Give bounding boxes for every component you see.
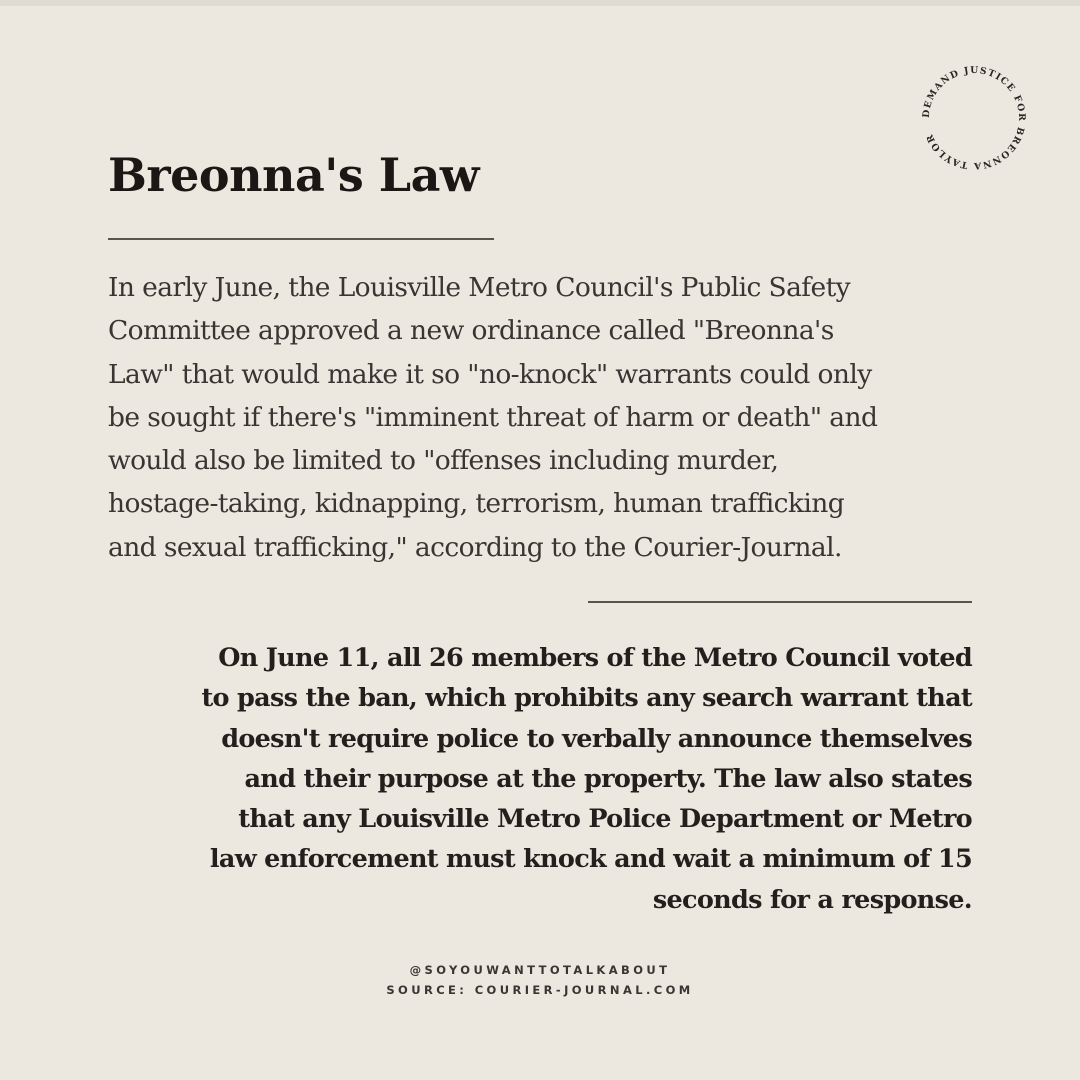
seal-text: DEMAND JUSTICE FOR BREONNA TAYLOR (920, 64, 1028, 172)
intro-line: and sexual trafficking," according to the Courier-Journal. (108, 531, 842, 563)
intro-line: Law" that would make it so "no-knock" warrants could only (108, 358, 872, 390)
page-title: Breonna's Law (108, 148, 480, 202)
vote-line: law enforcement must knock and wait a minimum of 15 (209, 844, 972, 875)
intro-line: hostage-taking, kidnapping, terrorism, human trafficking (108, 488, 845, 520)
circular-text-logo (908, 52, 1040, 184)
vote-line: and their purpose at the property. The law also states (244, 763, 972, 794)
intro-line: Committee approved a new ordinance called "Breonna's (108, 315, 834, 347)
divider-middle (588, 601, 972, 603)
vote-line: On June 11, all 26 members of the Metro Council voted (218, 643, 972, 673)
intro-line: be sought if there's "imminent threat of harm or death" and (108, 401, 878, 433)
footer (0, 960, 1080, 1000)
demand-justice-seal (908, 52, 1040, 184)
vote-line: to pass the ban, which prohibits any search warrant that (201, 683, 972, 714)
intro-line: In early June, the Louisville Metro Council's Public Safety (108, 272, 851, 303)
intro-line: would also be limited to "offenses including murder, (108, 445, 779, 477)
divider-top (108, 238, 494, 240)
vote-line: seconds for a response. (652, 884, 972, 915)
vote-line: doesn't require police to verbally announce themselves (221, 723, 972, 754)
top-border (0, 0, 1080, 6)
footer-source: SOURCE: COURIER-JOURNAL.COM (386, 983, 694, 997)
svg-text:DEMAND JUSTICE FOR BREONNA TAY (921, 65, 1027, 171)
footer-handle: @SOYOUWANTTOTALKABOUT (409, 963, 671, 977)
vote-paragraph (172, 638, 972, 920)
vote-line: that any Louisville Metro Police Department or Metro (238, 804, 972, 835)
intro-paragraph (108, 266, 988, 569)
